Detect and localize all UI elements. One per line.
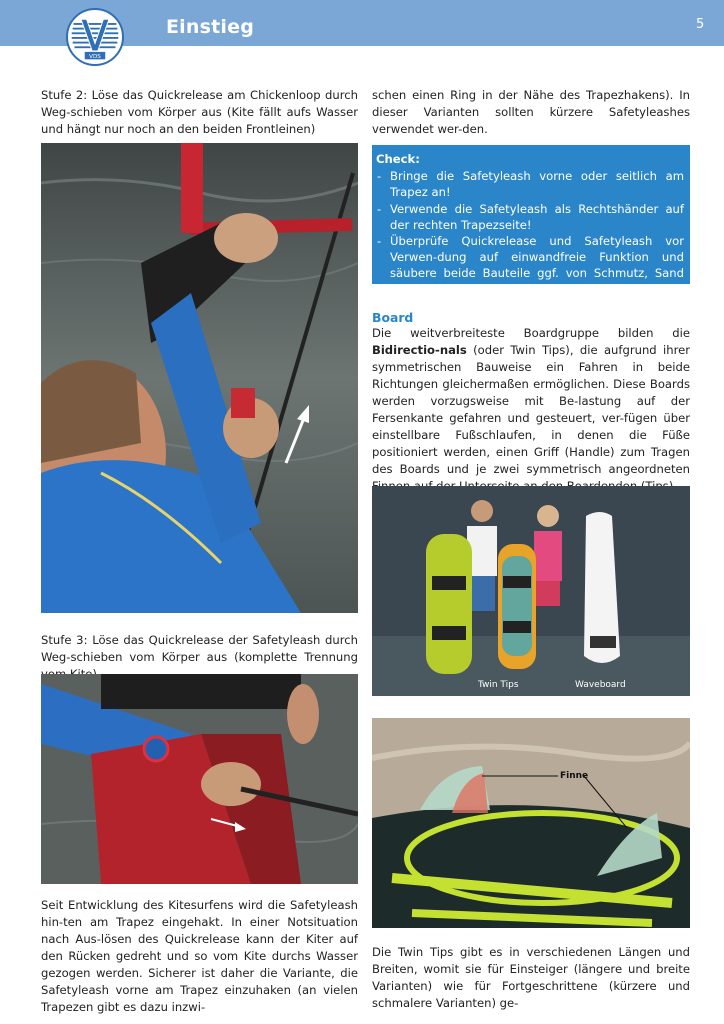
board-text-after: (oder Twin Tips), die aufgrund ihrer symmetrischen Bauweise ein Fahren in beide Richtungen gleichermaßen ermöglichen. Diese Boards werden vorzugsweise mit Be-lastung auf der Fersenkante gefahren und gesteuert, ver-fügen über einstellbare Fußschlaufen, in denen die Füße positioniert werden, einen Griff (Handle) zum Tragen des Boards und je zwei symmetrisch angeordneten [372, 343, 690, 476]
board-text-before: Die weitverbreiteste Boardgruppe bilden die [372, 326, 690, 340]
photo-safetyleash-release [41, 674, 358, 884]
page-title: Einstieg [166, 16, 255, 38]
board-text [372, 325, 690, 495]
board-text-bold: Bidirectio-nals [372, 343, 467, 357]
photo-chickenloop-release [41, 143, 358, 613]
board-heading: Board [372, 310, 414, 325]
svg-text:VDS: VDS [89, 53, 101, 60]
vds-logo [66, 8, 124, 66]
continuation-text: schen einen Ring in der Nähe des Trapezhakens). In dieser Varianten sollten kürzere Safetyleashes verwendet wer-den. [372, 88, 690, 136]
check-list [376, 168, 684, 298]
step3-text: Stufe 3: Löse das Quickrelease der Safetyleash durch Weg-schieben vom Körper aus (komplette Trennung [41, 633, 358, 664]
check-item: - Verwende die Safetyleash als Rechtshänder auf der rechten Trapezseite! [376, 201, 684, 233]
step2-text: Stufe 2: Löse das Quickrelease am Chickenloop durch Weg-schieben vom Körper aus (Kite fällt aufs Wasser und hängt nur noch an den beiden Frontleinen) [41, 88, 358, 136]
page-number: 5 [696, 17, 705, 32]
twin-tips-text: Die Twin Tips gibt es in verschiedenen Längen und Breiten, womit sie für Einsteiger (längere und breite Varianten) wie für Fortgeschrittene (kürzere und schmalere Varianten) ge- [372, 945, 690, 1010]
photo-fins [372, 718, 690, 928]
fin-label: Finne [560, 771, 589, 781]
caption-twin-tips: Twin Tips [478, 680, 519, 690]
photo-boards [372, 486, 690, 696]
check-title: Check: [376, 152, 420, 166]
safetyleash-body-text: Seit Entwicklung des Kitesurfens wird die Safetyleash hin-ten am Trapez eingehakt. In einer Notsituation nach Aus-lösen des Quickrelease kann der Kiter auf den Rücken gedreht und so vom Kite durchs Wasser gezogen werden. Sicherer ist daher die Variante, die Safetyleash vorne am Trapez einzuhaken (an vielen Trapezen gibt es dazu inzwi- [41, 898, 358, 1014]
check-box [372, 145, 690, 297]
check-item: - Überprüfe Quickrelease und Safetyleash vor Verwen-dung auf einwandfreie Funktion und säubere beide Bauteile ggf. von Schmutz, Sand und kleinen Steinen. [376, 233, 684, 298]
caption-waveboard: Waveboard [575, 680, 626, 690]
check-item: - Bringe die Safetyleash vorne oder seitlich am Trapez an! [376, 168, 684, 200]
